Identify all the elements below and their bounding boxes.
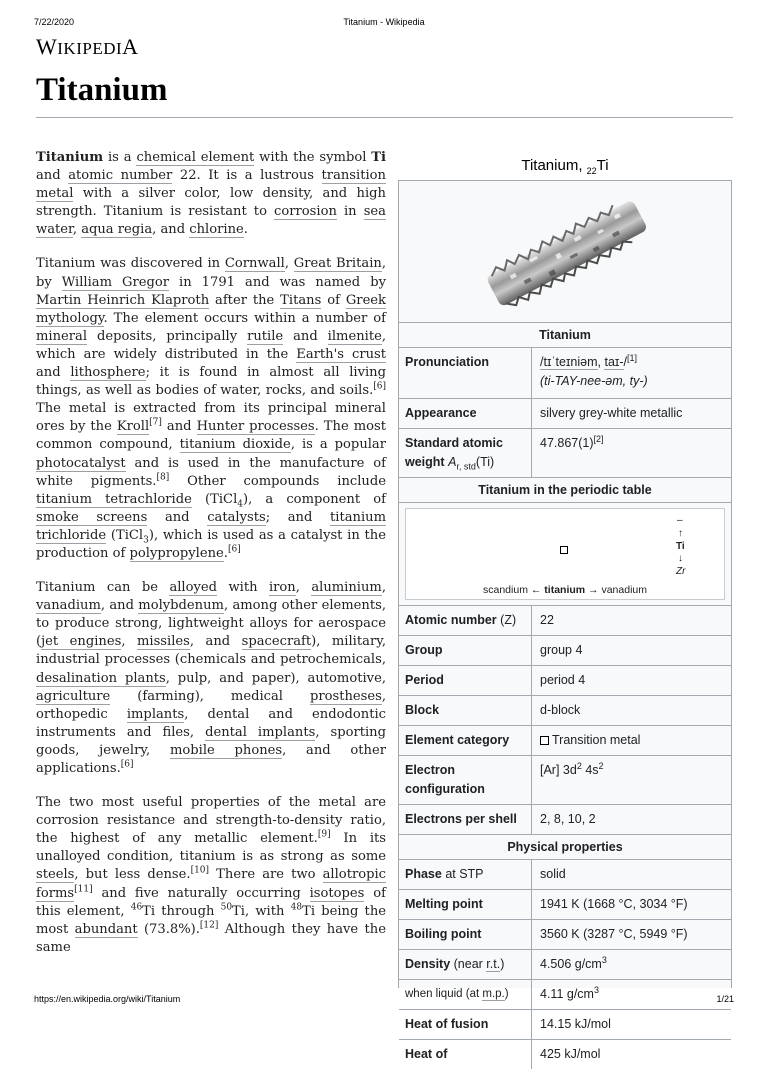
link[interactable]: isotopes [309,885,365,901]
page-title: Titanium [36,72,168,108]
block-value[interactable]: d-block [531,696,731,725]
element-name-header: Titanium [399,323,731,348]
left-neighbor-link[interactable]: scandium ← [483,584,545,596]
link[interactable]: Earth's crust [296,346,387,362]
period-label[interactable]: Period [405,673,444,687]
melting-point-row [399,890,731,920]
heat-of-fusion-row [399,1010,731,1040]
phase-label[interactable]: Phase at STP [405,867,484,881]
link[interactable]: steels [36,867,75,883]
above-element[interactable]: – [677,515,683,526]
heat-of-fusion-label[interactable]: Heat of fusion [405,1017,489,1031]
boiling-point-row [399,920,731,950]
wikipedia-wordmark[interactable] [36,34,139,60]
room-temperature-link[interactable]: r.t. [486,957,501,971]
heat-of-vaporization-label[interactable]: Heat of [405,1047,448,1061]
atomic-weight-row [399,429,731,478]
periodic-table-header: Titanium in the periodic table [399,478,731,503]
electrons-per-shell-value: 2, 8, 10, 2 [531,805,731,834]
electrons-per-shell-label[interactable]: Electrons per shell [405,812,517,826]
wordmark-middle: IKIPEDI [57,39,123,58]
period-row [399,666,731,696]
link[interactable]: chlorine [189,222,244,238]
link[interactable]: implants [126,706,185,722]
link[interactable]: missiles [136,634,190,650]
group-value[interactable]: group 4 [531,636,731,665]
citation[interactable]: [6] [373,381,386,392]
print-url: https://en.wikipedia.org/wiki/Titanium [34,994,181,1004]
infobox-caption: Titanium, $_{22}$Ti [521,157,609,176]
heat-of-fusion-value: 14.15 kJ/mol [531,1010,731,1039]
appearance-row [399,399,731,429]
print-footer [0,994,768,1008]
melting-point-label[interactable]: Melting point [405,897,483,911]
citation[interactable]: [10] [190,866,210,877]
atomic-number-value: 22 [531,606,731,635]
link[interactable]: alloyed [169,580,218,596]
citation[interactable]: [7] [149,417,162,428]
pronunciation-label: Pronunciation [405,355,490,369]
ipa-link[interactable]: /tɪˈteɪniəm [540,355,598,369]
periodic-table-neighbors [406,584,724,596]
physical-properties-header: Physical properties [399,835,731,860]
symbol-text: Ti [371,150,386,165]
citation[interactable]: [9] [317,829,331,840]
titanium-sample-image[interactable] [399,181,731,323]
liquid-density-label: when liquid (at m.p.) [405,988,509,1000]
category-swatch-icon [540,736,549,745]
link[interactable]: iron [268,580,296,596]
periodic-table-widget [405,508,725,600]
link[interactable]: Martin Heinrich Klaproth [36,292,210,308]
boiling-point-label[interactable]: Boiling point [405,927,482,941]
print-page-number: 1/21 [716,994,734,1004]
group-label[interactable]: Group [405,643,443,657]
periodic-table-cell-icon [560,546,568,554]
heat-of-vaporization-value: 425 kJ/mol [531,1040,731,1069]
pronunciation-value: /tɪˈteɪniəm, taɪ-/[1] (ti-TAY-nee-əm, ty-) [531,348,731,398]
liquid-density-value: 4.11 $g/cm^3$ [531,980,731,1009]
paragraph-2: Titanium was discovered in Cornwall, Great Britain, by William Gregor in 1791 and was named by Martin Heinrich Klaproth after the Titans of Greek mythology. The element occurs within a number of mineral deposits, principally rutile and ilmenite, which are widely distributed in the Earth's crust and lithosphere; it is found in almost all living things, as well as bodies of water, rocks, and soils.[6] The metal is extracted from its principal mineral ores by the Kroll[7] and Hunter processes. The most common compound, titanium dioxide, is a popular photocatalyst and is used in the manufacture of white pigments.[8] Other compounds include titanium tetrachloride (TiCl$_4$), a component of smoke screens and catalysts; and titanium trichloride (TiCl$_3$), which is used as a catalyst in the production of polypropylene.[6] [36,256,387,561]
phase-row [399,860,731,890]
density-row [399,950,731,980]
lead-term: Titanium [36,150,104,165]
link[interactable]: prostheses [309,688,382,704]
density-label[interactable]: Density (near r.t.) [405,957,505,971]
phase-value: solid [531,860,731,889]
citation[interactable]: [6] [227,544,241,555]
electron-configuration-label[interactable]: Electron configuration [405,763,485,796]
link[interactable]: desalination plants [36,670,166,686]
paragraph-3: Titanium can be alloyed with iron, aluminium, vanadium, and molybdenum, among other elements, to produce strong, lightweight alloys for aerospace (jet engines, missiles, and spacecraft), military, industrial processes (chemicals and petrochemicals, desalination plants, pulp, and paper), automotive, agriculture (farming), medical prostheses, orthopedic implants, dental and endodontic instruments and files, dental implants, sporting goods, jewelry, mobile phones, and other applications.[6] [36,580,387,776]
titanium-bar-photo [475,192,655,312]
periodic-table-section [399,503,731,606]
period-value[interactable]: period 4 [531,666,731,695]
link[interactable]: allotropic forms [36,867,386,901]
link[interactable]: aqua regia [81,222,153,238]
link[interactable]: smoke screens [36,509,148,525]
link[interactable]: Titans [280,292,322,308]
block-row [399,696,731,726]
link[interactable]: Great Britain [293,256,382,272]
print-date: 7/22/2020 [34,17,75,27]
link[interactable]: Kroll [116,419,150,435]
wordmark-last: A [122,34,139,59]
citation[interactable]: [1] [627,352,638,363]
arrow-up-icon: ↑ [678,528,683,539]
link[interactable]: Hunter processes [196,419,315,435]
link[interactable]: Greek mythology [36,292,386,326]
link[interactable]: dental implants [205,724,316,740]
atomic-weight-label[interactable]: Standard atomic weight $A_{r, std}(Ti)$ [405,436,503,472]
print-header [0,17,768,31]
atomic-number-label[interactable]: Atomic number (Z) [405,613,517,627]
article-body [36,149,386,957]
link[interactable]: catalysts [207,509,266,525]
link[interactable]: photocatalyst [36,455,126,471]
electron-configuration-row [399,756,731,805]
citation[interactable]: [6] [120,759,134,770]
paragraph-1: Titanium is a chemical element with the symbol Ti and atomic number 22. It is a lustrous transition metal with a silver color, low density, and high strength. Titanium is resistant to corrosion in sea water, aqua regia, and chlorine. [36,150,386,238]
ipa-link[interactable]: taɪ- [604,355,624,369]
link[interactable]: vanadium [36,598,101,614]
link[interactable]: mineral [36,328,88,344]
link[interactable]: lithosphere [70,365,146,381]
link[interactable]: jet engines [41,634,122,650]
link[interactable]: mobile phones [169,742,283,758]
group-row [399,636,731,666]
wordmark-first: W [36,34,58,59]
citation[interactable]: [11] [74,884,93,895]
link[interactable]: abundant [74,921,138,937]
citation[interactable]: [12] [199,920,219,931]
current-element-name: titanium [544,584,586,596]
heat-of-vaporization-row [399,1040,731,1069]
electron-configuration-value: [Ar] $3d^2$ $4s^2$ [531,756,731,804]
link[interactable]: Cornwall [224,256,285,272]
link[interactable]: agriculture [36,688,111,704]
appearance-value: silvery grey-white metallic [531,399,731,428]
block-label[interactable]: Block [405,703,440,717]
link[interactable]: atomic number [68,168,173,184]
melting-point-value: 1941 K (1668 °C, 3034 °F) [531,890,731,919]
electrons-per-shell-row [399,805,731,835]
link[interactable]: chemical element [136,150,255,165]
below-element[interactable]: Zr [676,566,686,577]
appearance-label: Appearance [405,406,477,420]
arrow-down-icon: ↓ [678,553,683,564]
citation[interactable]: [2] [593,433,604,444]
link[interactable]: titanium tetrachloride [36,491,192,507]
citation[interactable]: [8] [156,472,170,483]
link[interactable]: molybdenum [138,598,224,614]
current-element-symbol: Ti [676,541,685,552]
link[interactable]: rutile [247,328,284,344]
boiling-point-value: 3560 K (3287 °C, 5949 °F) [531,920,731,949]
element-category-value[interactable]: Transition metal [531,726,731,755]
print-doc-title: Titanium - Wikipedia [343,17,425,27]
link[interactable]: spacecraft [241,634,312,650]
link[interactable]: titanium trichloride [36,509,387,543]
link[interactable]: corrosion [274,204,337,220]
melting-point-link[interactable]: m.p. [482,988,505,1000]
link[interactable]: polypropylene [129,545,224,561]
element-category-label[interactable]: Element category [405,733,510,747]
right-neighbor-link[interactable]: → vanadium [585,584,647,596]
element-category-row [399,726,731,756]
atomic-weight-value: 47.867(1)[2] [531,429,731,477]
link[interactable]: aluminium [311,580,382,596]
pronunciation-row [399,348,731,399]
link[interactable]: transition metal [36,168,386,202]
link[interactable]: William Gregor [61,274,170,290]
atomic-number-row [399,606,731,636]
link[interactable]: ilmenite [327,328,382,344]
title-divider [36,117,733,118]
link[interactable]: titanium dioxide [179,437,291,453]
link[interactable]: sea water [36,204,386,238]
density-value: 4.506 $g/cm^3$ [531,950,731,979]
paragraph-4: The two most useful properties of the metal are corrosion resistance and strength-to-density ratio, the highest of any metallic element.[9] In its unalloyed condition, titanium is as strong as some steels, but less dense.[10] There are two allotropic forms[11] and five naturally occurring isotopes of this element, $^{46}$Ti through $^{50}$Ti, with $^{48}$Ti being the most abundant (73.8%).[12] Although they have the same [36,795,386,955]
